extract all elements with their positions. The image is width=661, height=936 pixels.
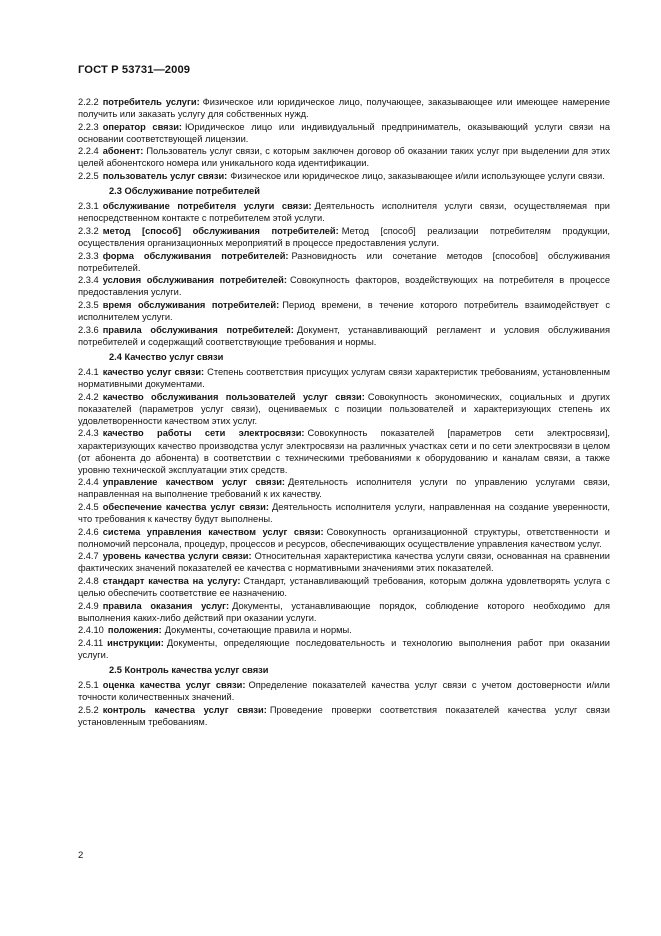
entry-term: стандарт качества на услугу:	[102, 576, 241, 587]
definition-entry	[78, 145, 610, 169]
entry-number: 2.3.3	[78, 250, 99, 261]
entry-definition: Документы, устанавливающие порядок, соблюдение которого необходимо для выполнения каких-либо действий при оказании услуги.	[78, 600, 610, 623]
definition-entry	[78, 624, 610, 636]
definition-entry	[78, 299, 610, 323]
entry-term: уровень качества услуги связи:	[102, 551, 252, 562]
entry-definition: Документы, определяющие последовательность и технологию выполнения работ при оказании услуги.	[78, 638, 610, 661]
entry-term: положения:	[107, 625, 162, 636]
entry-definition: Относительная характеристика качества услуги связи, основанная на сравнении фактических значений показателей ее качества с нормативными значениями этих показателей.	[78, 551, 610, 574]
entry-term: качество обслуживания пользователей услуг связи:	[102, 391, 365, 402]
entry-definition: Метод [способ] реализации потребителям продукции, осуществления организационных мероприятий в процессе предоставления услуги.	[78, 225, 610, 249]
definition-entry	[78, 121, 610, 145]
entry-number: 2.4.9	[78, 600, 99, 611]
entry-number: 2.4.6	[78, 526, 99, 537]
entry-definition: Документы, сочетающие правила и нормы.	[164, 625, 352, 636]
definition-entry	[78, 170, 610, 182]
entry-definition: Деятельность исполнителя услуги, направленная на создание уверенности, что требования к качеству будут выполнены.	[78, 502, 610, 525]
entry-number: 2.4.2	[78, 391, 99, 402]
definition-entry	[78, 637, 610, 661]
definition-entry	[78, 274, 610, 298]
entry-definition: Совокупность показателей [параметров сети электросвязи], характеризующих качество производства услуг электросвязи на различных участках сети и по сети электросвязи в целом (от абонента до абонента) в соответствии с техническими требованиями к оборудованию и каналам связи, а также уровню технической эксплуатации этих средств.	[78, 428, 610, 475]
entry-number: 2.4.8	[78, 576, 99, 587]
section-heading: 2.5 Контроль качества услуг связи	[109, 665, 269, 676]
entry-number: 2.5.1	[78, 680, 99, 691]
entry-term: управление качеством услуг связи:	[102, 477, 286, 488]
entry-term: время обслуживания потребителей:	[102, 300, 280, 310]
entry-term: условия обслуживания потребителей:	[102, 275, 287, 286]
definition-entry	[78, 679, 610, 703]
entry-term: качество работы сети электросвязи:	[102, 428, 305, 439]
document-body	[78, 96, 610, 729]
entry-number: 2.3.1	[78, 201, 99, 212]
entry-term: правила оказания услуг:	[102, 600, 230, 611]
entry-number: 2.2.5	[78, 171, 99, 182]
entry-term: пользователь услуг связи:	[102, 171, 228, 182]
entry-definition: Стандарт, устанавливающий требования, которым должна удовлетворять услуга с целью обеспечить соответствие ее назначению.	[78, 576, 610, 599]
entry-definition: Проведение проверки соответствия показателей качества услуг связи установленным требованиям.	[78, 705, 610, 728]
entry-definition: Совокупность организационной структуры, ответственности и полномочий персонала, процедур, процессов и ресурсов, обеспечивающих осуществление управления качеством услуг.	[78, 526, 610, 549]
entry-definition: Физическое или юридическое лицо, получающее, заказывающее или имеющее намерение получить или заказать услугу для собственных нужд.	[78, 97, 610, 120]
definition-entry	[78, 250, 610, 274]
entry-definition: Физическое или юридическое лицо, заказывающее и/или использующее услуги связи.	[230, 171, 605, 182]
definition-entry	[78, 704, 610, 728]
definition-entry	[78, 366, 610, 390]
definition-entry	[78, 600, 610, 624]
entry-term: система управления качеством услуг связи:	[102, 526, 324, 537]
entry-definition: Пользователь услуг связи, с которым заключен договор об оказании таких услуг при выделении для этих целей абонентского номера или уникального кода идентификации.	[78, 146, 610, 169]
entry-term: оператор связи:	[102, 121, 183, 132]
definition-entry	[78, 550, 610, 574]
entry-term: абонент:	[102, 146, 144, 157]
entry-term: обеспечение качества услуг связи:	[102, 502, 269, 512]
entry-number: 2.3.5	[78, 300, 99, 310]
definition-entry	[78, 200, 610, 224]
entry-number: 2.2.2	[78, 97, 99, 107]
definition-entry	[78, 324, 610, 348]
entry-definition: Деятельность исполнителя услуги связи, осуществляемая при непосредственном контакте с потребителем этой услуги.	[78, 201, 610, 224]
entry-number: 2.4.3	[78, 428, 99, 439]
definition-entry	[78, 476, 610, 500]
definition-entry	[78, 391, 610, 427]
section-heading: 2.3 Обслуживание потребителей	[109, 186, 260, 197]
entry-term: контроль качества услуг связи:	[102, 705, 267, 715]
entry-definition: Совокупность факторов, воздействующих на потребителя в процессе предоставления услуги.	[78, 275, 610, 298]
entry-definition: Юридическое лицо или индивидуальный предприниматель, оказывающий услуги связи на основании соответствующей лицензии.	[78, 121, 610, 144]
entry-number: 2.3.6	[78, 324, 99, 335]
definition-entry	[78, 427, 610, 475]
entry-number: 2.4.7	[78, 551, 99, 562]
page-number: 2	[78, 850, 84, 861]
entry-number: 2.4.10	[78, 625, 104, 636]
entry-term: обслуживание потребителя услуги связи:	[102, 201, 312, 212]
entry-number: 2.3.4	[78, 275, 99, 286]
entry-definition: Совокупность экономических, социальных и других показателей (параметров услуг связи), оцениваемых с позиции пользователей и характеризующих степень их удовлетворенности качеством этих услуг.	[78, 391, 610, 426]
entry-term: форма обслуживания потребителей:	[102, 250, 289, 261]
entry-number: 2.4.1	[78, 366, 99, 377]
definition-entry	[78, 96, 610, 120]
entry-number: 2.4.4	[78, 477, 99, 488]
entry-term: оценка качества услуг связи:	[102, 680, 246, 691]
entry-term: качество услуг связи:	[102, 366, 205, 377]
entry-definition: Определение показателей качества услуг связи с учетом достоверности и/или точности количественных значений.	[78, 680, 610, 703]
entry-number: 2.2.3	[78, 121, 99, 132]
definition-entry	[78, 575, 610, 599]
entry-number: 2.4.5	[78, 502, 99, 512]
entry-number: 2.2.4	[78, 146, 99, 157]
entry-number: 2.3.2	[78, 225, 99, 236]
entry-number: 2.5.2	[78, 705, 99, 715]
entry-definition: Деятельность исполнителя услуги по управлению услугами связи, направленная на выполнение требований к их качеству.	[78, 477, 610, 500]
entry-definition: Разновидность или сочетание методов [способов] обслуживания потребителей.	[78, 250, 610, 273]
entry-definition: Степень соответствия присущих услугам связи характеристик требованиям, установленным нормативными документами.	[78, 366, 610, 390]
entry-definition: Период времени, в течение которого потребитель взаимодействует с исполнителем услуги.	[78, 300, 610, 323]
entry-term: метод [способ] обслуживания потребителей:	[102, 225, 339, 236]
entry-term: правила обслуживания потребителей:	[102, 324, 294, 335]
definition-entry	[78, 501, 610, 525]
definition-entry	[78, 526, 610, 550]
definition-entry	[78, 225, 610, 249]
document-header: ГОСТ Р 53731—2009	[78, 64, 191, 76]
entry-definition: Документ, устанавливающий регламент и условия обслуживания потребителей и содержащий соответствующие требования и нормы.	[78, 324, 610, 347]
entry-term: потребитель услуги:	[102, 97, 200, 107]
section-heading: 2.4 Качество услуг связи	[109, 351, 224, 362]
entry-number: 2.4.11	[78, 638, 104, 649]
entry-term: инструкции:	[107, 638, 164, 649]
